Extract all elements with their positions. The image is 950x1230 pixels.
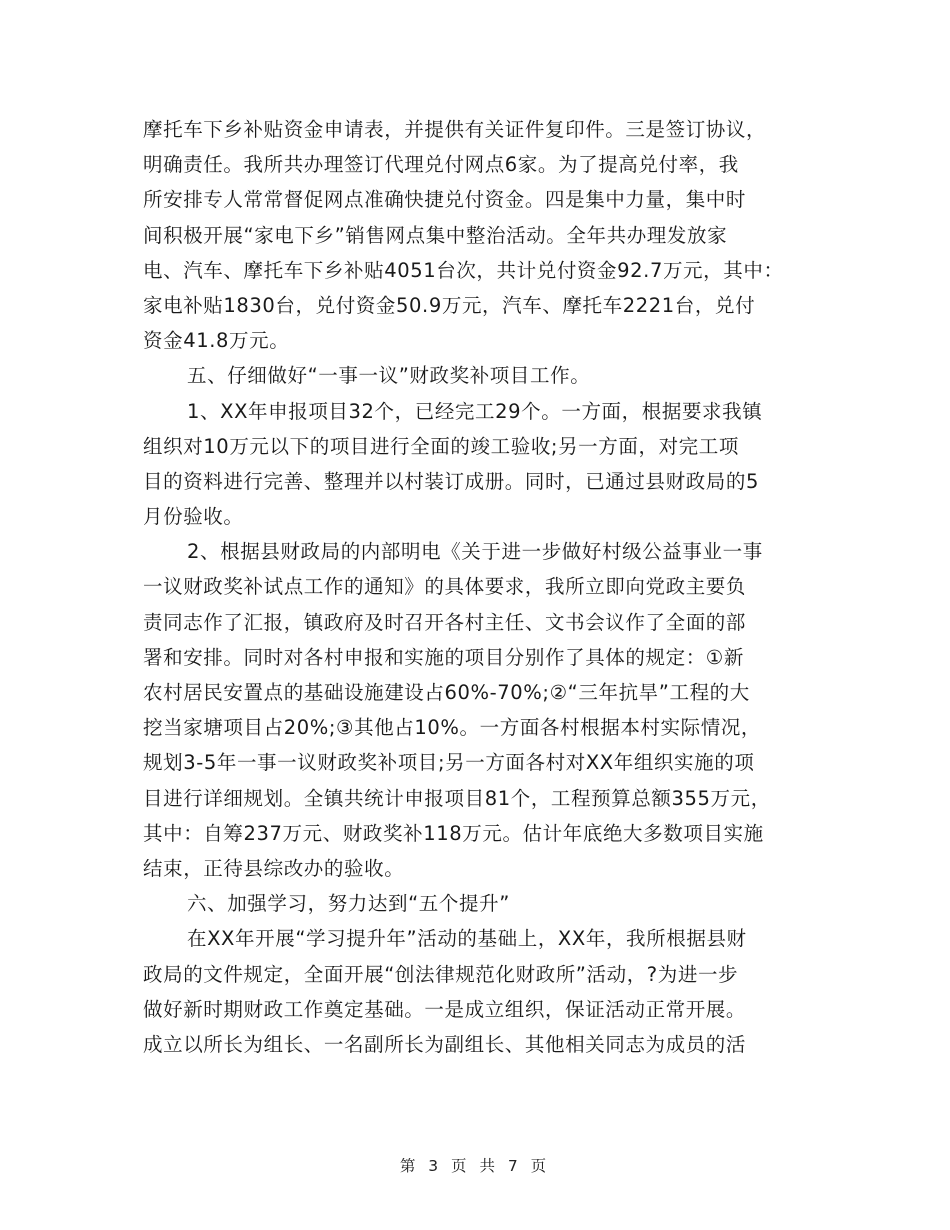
text-line: 明确责任。我所共办理签订代理兑付网点6家。为了提高兑付率，我 <box>143 153 739 177</box>
text-line: 农村居民安置点的基础设施建设占60%-70%;②“三年抗旱”工程的大 <box>143 681 750 704</box>
text-line: 家电补贴1830台，兑付资金50.9万元，汽车、摩托车2221台，兑付 <box>143 293 756 317</box>
text-line: 其中：自筹237万元、财政奖补118万元。估计年底绝大多数项目实施 <box>143 821 764 845</box>
text-line: 在XX年开展“学习提升年”活动的基础上，XX年，我所根据县财 <box>187 927 747 951</box>
text-line: 结束，正待县综改办的验收。 <box>143 856 405 880</box>
page-number-footer: 第 3 页 共 7 页 <box>399 1157 551 1175</box>
text-line: 电、汽车、摩托车下乡补贴4051台次，共计兑付资金92.7万元，其中： <box>143 258 784 282</box>
text-line: 规划3-5年一事一议财政奖补项目;另一方面各村对XX年组织实施的项 <box>143 751 755 775</box>
text-line: 挖当家塘项目占20%;③其他占10%。一方面各村根据本村实际情况， <box>143 716 762 740</box>
text-line: 署和安排。同时对各村申报和实施的项目分别作了具体的规定：①新 <box>143 645 744 669</box>
section-heading: 五、仔细做好“一事一议”财政奖补项目工作。 <box>187 364 591 388</box>
text-line: 间积极开展“家电下乡”销售网点集中整治活动。全年共办理发放家 <box>143 223 728 247</box>
section-heading: 六、加强学习，努力达到“五个提升” <box>187 892 510 916</box>
text-line: 摩托车下乡补贴资金申请表，并提供有关证件复印件。三是签订协议， <box>143 118 767 141</box>
text-line: 责同志作了汇报，镇政府及时召开各村主任、文书会议作了全面的部 <box>143 610 747 634</box>
text-line: 目进行详细规划。全镇共统计申报项目81个，工程预算总额355万元， <box>143 786 771 810</box>
document-body <box>143 112 833 1062</box>
text-line: 资金41.8万元。 <box>143 329 290 353</box>
text-line: 1、XX年申报项目32个，已经完工29个。一方面，根据要求我镇 <box>187 399 763 423</box>
text-line: 一议财政奖补试点工作的通知》的具体要求，我所立即向党政主要负 <box>143 575 747 599</box>
text-line: 政局的文件规定，全面开展“创法律规范化财政所”活动，?为进一步 <box>143 962 739 986</box>
text-line: 月份验收。 <box>143 505 244 529</box>
text-line: 做好新时期财政工作奠定基础。一是成立组织，保证活动正常开展。 <box>143 997 747 1021</box>
text-line: 所安排专人常常督促网点准确快捷兑付资金。四是集中力量，集中时 <box>143 188 747 212</box>
text-line: 成立以所长为组长、一名副所长为副组长、其他相关同志为成员的活 <box>143 1032 747 1056</box>
text-line: 目的资料进行完善、整理并以村装订成册。同时，已通过县财政局的5 <box>143 469 760 493</box>
text-line: 2、根据县财政局的内部明电《关于进一步做好村级公益事业一事 <box>187 540 763 564</box>
text-line: 组织对10万元以下的项目进行全面的竣工验收;另一方面，对完工项 <box>143 434 739 458</box>
